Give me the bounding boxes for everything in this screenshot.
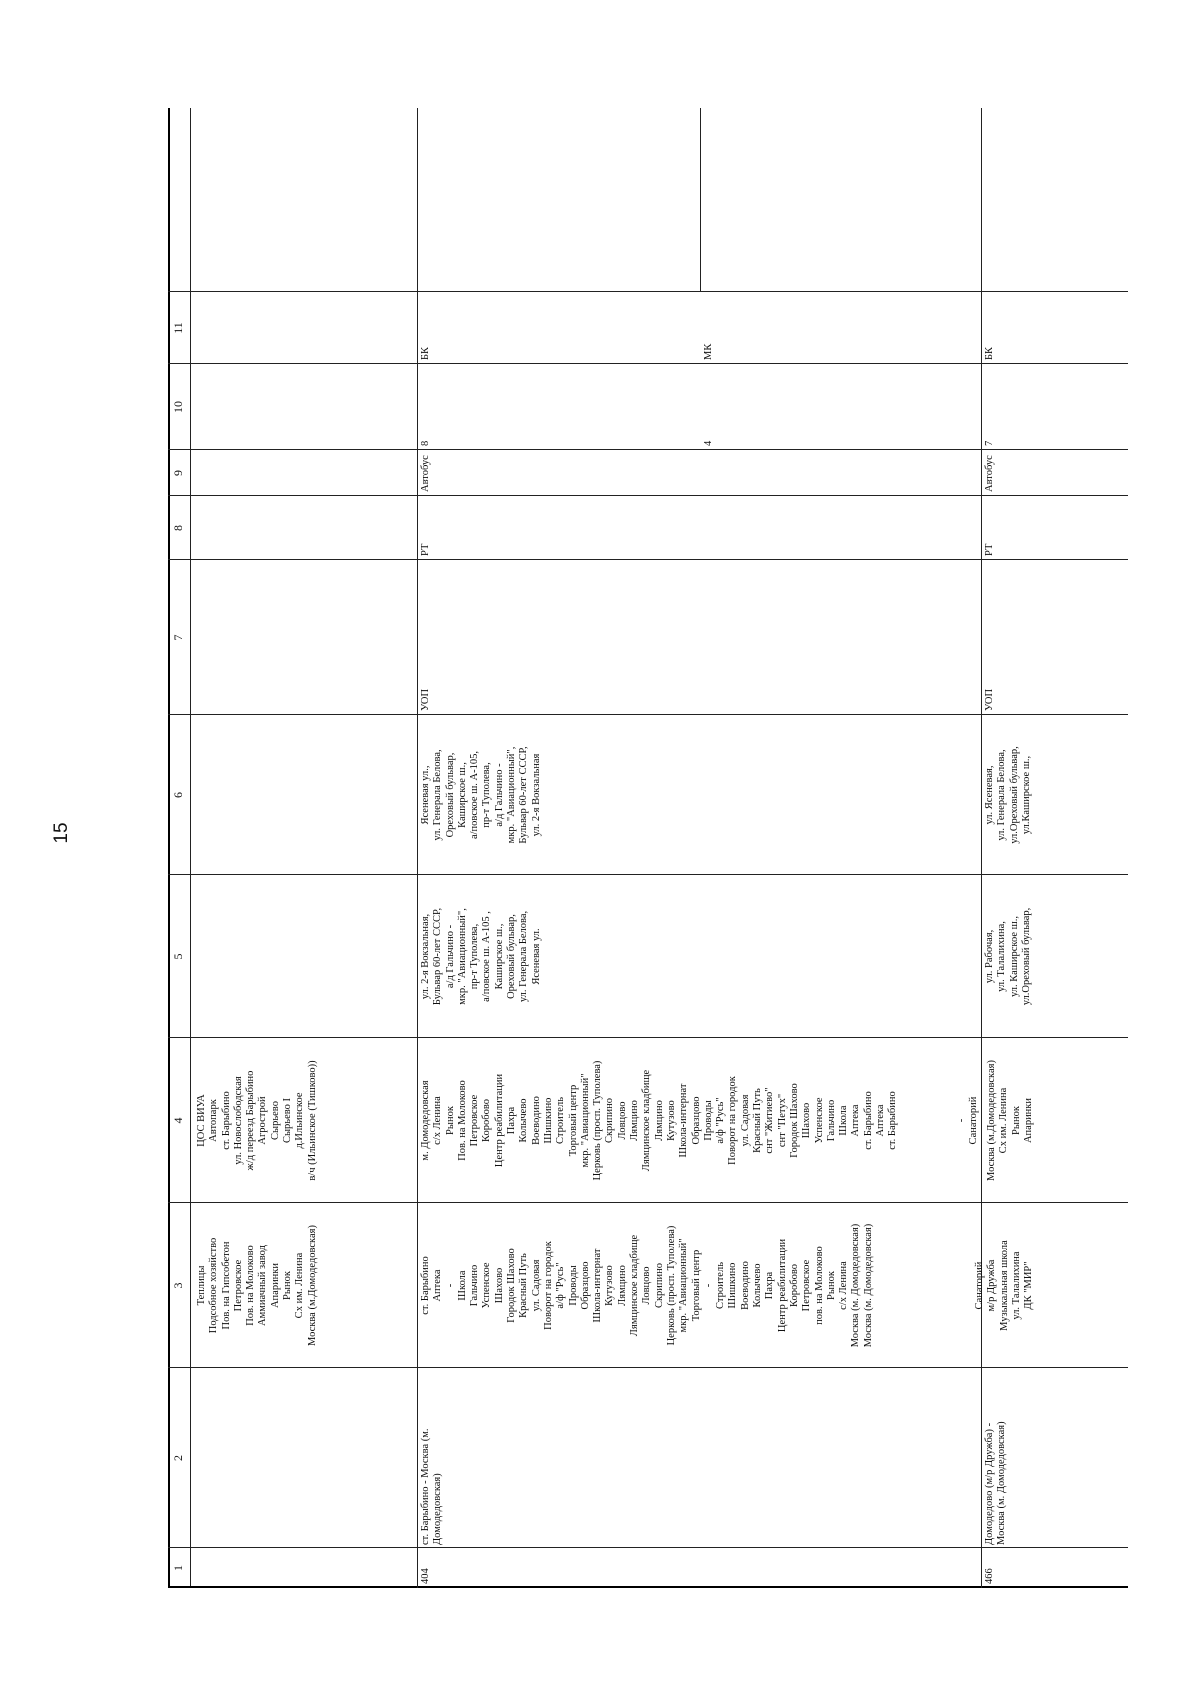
route-404-stops-forward	[420, 1205, 875, 1366]
continuation-stops-forward-line: Теплицы	[196, 1265, 207, 1306]
route-404-stops-forward-line: Москва (м. Домодедовская)	[862, 1223, 874, 1348]
col-header-10: 10	[171, 401, 185, 413]
col-sep-5	[168, 874, 1128, 875]
col-header-6: 6	[171, 792, 185, 798]
route-404-stops-forward-line: а/ф "Русь"	[555, 1262, 567, 1309]
route-404-stops-backward-line: Скрипино	[604, 1097, 616, 1144]
route-466-streets-forward-line: ул.Ореховый бульвар,	[1020, 907, 1032, 1006]
continuation-stops-forward-line: Подсобное хозяйство	[208, 1237, 220, 1334]
route-404-stops-backward-line: Воеводино	[530, 1096, 542, 1145]
route-466-streets-backward-line: ул. Генерала Белова,	[996, 749, 1008, 841]
route-466-col8: РТ	[984, 543, 995, 556]
continuation-stops-backward-line: ЦОС ВИУА	[196, 1094, 207, 1147]
header-separator	[190, 108, 191, 1588]
route-404-col10-b: 4	[703, 440, 714, 446]
page-number: 15	[51, 822, 72, 844]
route-466-stops-forward-line: Санаторий	[974, 1261, 985, 1310]
route-404-streets-forward-line: ул. 2-я Вокзальная,	[420, 913, 431, 1000]
route-404-stops-forward-line: Петровское	[801, 1259, 813, 1312]
route-466-streets-backward-line: ул.Ореховый бульвар,	[1008, 746, 1020, 844]
route-466-stops-backward-line: Москва (м.Домодедовская)	[986, 1060, 997, 1181]
route-404-stops-forward-line: Торговый центр	[690, 1249, 702, 1322]
route-404-streets-backward-line: ул. 2-я Вокзальная	[530, 753, 542, 837]
route-404-stops-forward-line: Успенское	[481, 1262, 493, 1309]
route-466-stops-backward-tail	[956, 1040, 981, 1201]
col-header-1: 1	[171, 1565, 185, 1571]
route-404-stops-backward-line: Колычево	[518, 1098, 530, 1143]
route-404-col8: РТ	[420, 543, 431, 556]
route-404-stops-forward-line: Проводы	[567, 1265, 579, 1306]
route-404-stops-backward-line: Городок Шахово	[788, 1083, 800, 1158]
route-404-stops-forward-line: Москва (м. Домодедовская)	[850, 1223, 862, 1348]
routes-table	[168, 108, 1128, 1588]
route-466-streets-forward-line: ул. Каширское ш.,	[1008, 916, 1020, 997]
continuation-stops-forward-line: Аммиачный завод	[257, 1245, 269, 1326]
continuation-stops-backward-line: Агрострой	[257, 1096, 269, 1145]
route-404-stops-forward-line: -	[702, 1283, 714, 1288]
route-404-streets-forward-line: Каширское ш.,	[493, 923, 505, 990]
continuation-stops-backward-line: ул. Новослободская	[232, 1076, 244, 1165]
route-466-col7: УОП	[984, 688, 995, 711]
route-404-stops-backward-line: Пахра	[506, 1106, 518, 1135]
route-466-number: 466	[984, 1568, 995, 1584]
continuation-stops-forward-line: Москва (м.Домодедовская)	[306, 1225, 318, 1346]
routes-table-rotated	[168, 108, 1128, 1588]
continuation-stops-forward-line: Сх им. Ленина	[294, 1252, 306, 1319]
route-404-stops-forward-line: с/х Ленина	[838, 1261, 850, 1310]
route-404-stops-backward-line: Лямцинское кладбище	[641, 1069, 653, 1172]
route-404-stops-backward-line: Петровское	[469, 1094, 481, 1147]
route-404-stops-backward-line: снт "Петух"	[776, 1093, 788, 1148]
route-404-stops-forward-line: Городок Шахово	[506, 1248, 518, 1323]
route-466-stops-forward-line: Музыкальная школа	[998, 1240, 1010, 1331]
continuation-stops-backward-line: Сырьево I	[282, 1098, 294, 1144]
route-404-stops-forward-line: Рынок	[825, 1271, 837, 1300]
route-404-stops-backward-line: Рынок	[444, 1106, 456, 1135]
route-404-stops-backward-line: Аптека	[850, 1104, 862, 1137]
route-404-stops-forward-line: Аптека	[432, 1269, 444, 1302]
route-404-streets-forward-line: ул. Генерала Белова,	[518, 910, 530, 1003]
route-404-stops-backward-line: Пов. на Молоково	[456, 1080, 468, 1161]
route-404-streets-forward-line: Ясеневая ул.	[530, 928, 542, 985]
continuation-stops-forward-line: Пов. на Гипсобетон	[220, 1241, 232, 1330]
col-header-8: 8	[171, 525, 185, 531]
route-404-stops-backward-line: Гальчино	[825, 1099, 837, 1142]
route-404-stops-forward-line: пов. на Молоково	[813, 1246, 825, 1325]
route-404-streets-forward-line: Бульвар 60-лет СССР,	[432, 907, 444, 1006]
route-466-col10: 7	[984, 440, 995, 446]
row-466-top	[981, 108, 982, 1588]
route-404-stops-forward-line: Ловцово	[641, 1266, 653, 1305]
continuation-stops-backward-line: д.Ильинское	[294, 1092, 306, 1149]
route-404-stops-forward-line: Колычево	[752, 1263, 764, 1308]
route-404-stops-forward-line: Лямцино	[616, 1265, 628, 1306]
row-404-split	[700, 108, 701, 292]
route-466-stops-forward-line: ДК "МИР"	[1023, 1261, 1035, 1310]
route-404-stops-forward-line: -	[444, 1283, 456, 1288]
col-sep-10	[168, 363, 1128, 364]
route-466-streets-forward-line: ул. Рабочая,	[984, 929, 995, 984]
route-466-streets-backward-line: ул. Ясеневая,	[984, 765, 995, 825]
route-404-stops-forward-line: ул. Садовая	[530, 1259, 542, 1312]
route-404-stops-backward-line: а/ф "Русь"	[715, 1097, 727, 1144]
route-404-stops-backward-line: Образцово	[690, 1096, 702, 1145]
continuation-stops-backward-line: Сырьево	[269, 1101, 281, 1140]
route-404-stops-backward-line: Ловцово	[616, 1101, 628, 1140]
col-sep-7	[168, 559, 1128, 560]
route-404-stops-backward-line: Школа-интернат	[678, 1083, 690, 1158]
route-404-col10-a: 8	[420, 440, 431, 446]
route-404-streets-backward-line: пр-т Туполева,	[481, 762, 493, 828]
route-404-stops-forward-line: Воеводино	[739, 1261, 751, 1310]
route-404-stops-forward-line: Шахово	[493, 1267, 505, 1304]
route-404-stops-backward-line: ст. Барыбино	[887, 1091, 899, 1150]
route-404-stops-backward-line: Коробово	[481, 1099, 493, 1142]
route-404-streets-backward-line: Ясеневая ул.,	[420, 765, 431, 825]
route-466-name-line: Домодедово (м/р Дружба) -	[984, 1422, 995, 1545]
continuation-stops-backward-line: ж/д переезд Барыбино	[245, 1070, 257, 1171]
route-404-stops-forward-line: мкр. "Авиационный"	[678, 1238, 690, 1333]
col-header-7: 7	[171, 634, 185, 641]
route-404-stops-forward-line: Коробово	[788, 1264, 800, 1307]
route-466-stops-backward-line: Сх им. Ленина	[998, 1087, 1010, 1154]
route-404-streets-forward-line: Ореховый бульвар,	[506, 914, 518, 999]
route-466-stops-backward-line: Рынок	[1010, 1106, 1022, 1135]
route-404-stops-backward-line: Шахово	[801, 1102, 813, 1139]
route-466-stops-forward	[974, 1205, 1035, 1366]
route-404-col11-b: МК	[703, 343, 714, 360]
route-404-streets-backward-line: ул. Генерала Белова,	[432, 749, 444, 841]
route-404-stops-backward-line: мкр. "Авиационный"	[579, 1073, 591, 1168]
col-header-9: 9	[171, 470, 185, 476]
route-404-stops-backward-line: Аптека	[874, 1104, 886, 1137]
route-404-col9: Автобус	[420, 455, 431, 492]
route-404-stops-forward-line: Гальчино	[469, 1264, 481, 1307]
route-404-stops-backward-line: Красный Путь	[752, 1088, 764, 1153]
col-sep-8	[168, 495, 1128, 496]
route-466-streets-backward-line: ул.Каширское ш.,	[1020, 755, 1032, 835]
route-404-stops-forward-line: Скрипино	[653, 1262, 665, 1309]
route-466-stops-backward	[986, 1040, 1035, 1201]
route-404-stops-backward-line: Школа	[838, 1105, 850, 1136]
route-404-streets-backward-line: а/д Гальчино -	[493, 763, 505, 827]
route-404-streets-forward	[420, 877, 543, 1036]
route-404-stops-forward-line: Шишкино	[727, 1262, 739, 1309]
route-404-stops-forward-line: Пахра	[764, 1271, 776, 1300]
route-404-streets-backward-line: мкр. "Авиационный",	[506, 746, 518, 844]
route-404-stops-backward-line: Проводы	[702, 1100, 714, 1141]
route-404-stops-backward-line: Церковь (просп. Туполева)	[592, 1060, 604, 1181]
route-466-stops-forward-line: м/р Дружба	[986, 1259, 998, 1312]
route-404-stops-forward-line: ст. Барыбино	[420, 1256, 431, 1315]
route-404-stops-backward-line: снт "Житиево"	[764, 1087, 776, 1154]
route-404-stops-backward-line: с/х Ленина	[432, 1096, 444, 1145]
continuation-stops-backward-line: Автопарк	[208, 1099, 220, 1142]
route-404-streets-forward-line: мкр. "Авиационный",	[456, 908, 468, 1005]
col-header-2: 2	[171, 1455, 185, 1461]
route-404-stops-forward-line: Лямцинское кладбище	[629, 1234, 641, 1337]
route-466-name-line: Москва (м. Домодедовская)	[996, 1421, 1008, 1545]
col-sep-1	[168, 1547, 1128, 1548]
route-404-stops-forward-line: Школа-интернат	[592, 1248, 604, 1323]
route-404-col11-a: БК	[420, 346, 431, 360]
route-404-streets-backward	[420, 717, 543, 873]
route-404-stops-backward-line: ул. Садовая	[739, 1094, 751, 1147]
route-404-number: 404	[420, 1568, 431, 1584]
route-404-stops-backward-line: м. Домодедовская	[420, 1080, 431, 1161]
route-404-stops-backward-line: Лямцино	[629, 1100, 641, 1141]
table-border-left	[168, 1586, 1128, 1588]
route-404-stops-forward-line: Поворот на городок	[542, 1241, 554, 1330]
col-sep-11	[168, 291, 1128, 292]
route-404-stops-backward-line: Успенское	[813, 1097, 825, 1144]
route-404-stops-forward-line: Школа	[456, 1270, 468, 1301]
route-404-stops-backward-line: Центр реабилитации	[493, 1073, 505, 1168]
col-sep-4	[168, 1037, 1128, 1038]
continuation-stops-forward	[196, 1205, 319, 1366]
route-404-streets-forward-line: а/повское ш. А-105 ,	[481, 911, 493, 1002]
route-404-name-line: ст. Барыбино - Москва (м.	[420, 1428, 431, 1545]
route-466-name	[984, 1370, 1009, 1545]
route-404-name-line: Домодедовская)	[432, 1473, 444, 1545]
route-404-col7: УОП	[420, 688, 431, 711]
route-404-stops-backward-line: Шишкино	[542, 1097, 554, 1144]
route-404-streets-forward-line: пр-т Туполева,	[469, 923, 481, 990]
route-466-streets-backward	[984, 717, 1033, 873]
route-404-stops-forward-line: Строитель	[715, 1262, 727, 1309]
route-466-stops-forward-line: ул. Талалихина	[1010, 1251, 1022, 1320]
continuation-stops-forward-line: Апаринки	[269, 1262, 281, 1309]
route-466-stops-backward-tail-line: Санаторий	[968, 1096, 980, 1145]
route-404-streets-forward-line: а/д Гальчино -	[444, 924, 456, 989]
route-404-streets-backward-line: Каширское ш.,	[456, 762, 468, 828]
continuation-stops-backward-line: в/ч (Ильинское (Тишково))	[306, 1060, 318, 1181]
route-404-stops-forward-line: Церковь (просп. Туполева)	[665, 1225, 677, 1346]
route-404-stops-backward-line: Лямцино	[653, 1100, 665, 1141]
route-404-stops-backward-line: Кутузово	[665, 1100, 677, 1141]
route-404-stops-backward-line: ст. Барыбино	[862, 1091, 874, 1150]
route-404-stops-backward-line: Торговый центр	[567, 1084, 579, 1157]
route-466-stops-backward-line: Апаринки	[1022, 1097, 1034, 1144]
route-404-stops-forward-line: Красный Путь	[518, 1253, 530, 1318]
route-404-stops-forward-line: Кутузово	[604, 1265, 616, 1306]
route-466-streets-forward	[984, 877, 1033, 1036]
route-404-name	[420, 1370, 445, 1545]
route-404-streets-backward-line: Ореховый бульвар,	[444, 752, 456, 838]
route-466-streets-forward-line: ул. Талалихина,	[996, 921, 1008, 992]
col-header-11: 11	[171, 322, 185, 334]
route-466-col9: Автобус	[984, 455, 995, 492]
continuation-stops-forward-line: Пов. на Молоково	[245, 1245, 257, 1326]
col-header-3: 3	[171, 1282, 185, 1289]
continuation-stops-backward	[196, 1040, 319, 1201]
route-404-stops-backward-line: Поворот на городок	[727, 1076, 739, 1165]
route-404-streets-backward-line: Бульвар 60-лет СССР,	[518, 746, 530, 844]
route-466-col11: БК	[984, 346, 995, 360]
route-404-streets-backward-line: а/повское ш. А-105,	[469, 750, 481, 840]
continuation-stops-backward-line: ст. Барыбино	[220, 1091, 232, 1150]
col-header-4: 4	[171, 1117, 185, 1124]
route-404-stops-forward-line: Образцово	[579, 1261, 591, 1310]
col-sep-6	[168, 714, 1128, 715]
continuation-stops-forward-line: Петровское	[232, 1259, 244, 1312]
route-404-stops-backward	[420, 1040, 900, 1201]
row-404-top	[417, 108, 418, 1588]
continuation-stops-forward-line: Рынок	[282, 1271, 294, 1300]
col-sep-3	[168, 1202, 1128, 1203]
route-404-stops-forward-line: Центр реабилитации	[776, 1238, 788, 1333]
route-404-stops-backward-line: Строитель	[555, 1097, 567, 1144]
route-466-stops-backward-tail-line: -	[956, 1118, 967, 1123]
col-header-5: 5	[171, 953, 185, 960]
col-sep-2	[168, 1367, 1128, 1368]
